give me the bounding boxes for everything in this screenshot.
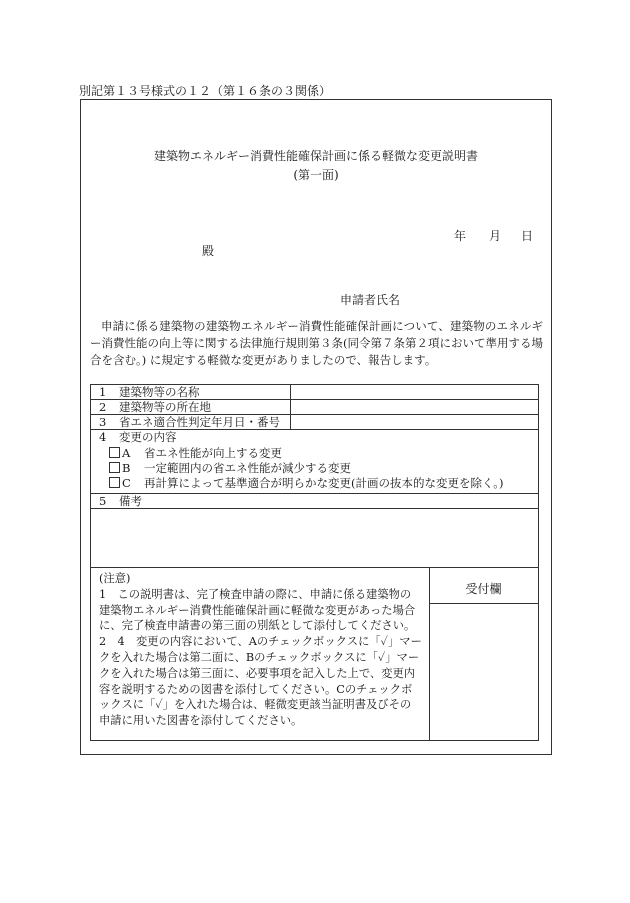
- note-item: 2 4 変更の内容において、Aのチェックボックスに「✓」マークを入れた場合は第二面に、Bのチェックボックスに「✓」マークを入れた場合は第三面に、必要事項を記入した上で、変更内容を説明するための図書を添付してください。Cのチェックボックスに「✓」を入れた場合は、軽微変更該当証明書及びその申請に用いた図書を添付してください。: [99, 635, 422, 728]
- applicant-name-label: 申請者氏名: [340, 293, 401, 307]
- notes-heading: (注意): [99, 572, 131, 585]
- notes-text: [99, 571, 422, 729]
- note-item: 1 この説明書は、完了検査申請の際に、申請に係る建築物の建築物エネルギー消費性能確保計画に軽微な変更があった場合に、完了検査申請書の第三面の別紙として添付してください。: [99, 587, 416, 633]
- row-label: 1 建築物等の名称: [99, 385, 200, 399]
- row-label: 5 備考: [99, 494, 142, 508]
- row-label: 3 省エネ適合性判定年月日・番号: [99, 415, 280, 429]
- checkbox-b[interactable]: [109, 462, 120, 473]
- row-label: 2 建築物等の所在地: [99, 400, 211, 414]
- date-year-label: 年: [454, 229, 467, 243]
- table-row: [91, 415, 538, 430]
- document-title: 建築物エネルギー消費性能確保計画に係る軽微な変更説明書: [153, 149, 478, 163]
- table-row-change-content: [91, 430, 538, 494]
- checkbox-c[interactable]: [109, 477, 120, 488]
- remarks-field[interactable]: [91, 509, 538, 567]
- form-label: 別記第１３号様式の１２（第１６条の３関係）: [79, 84, 332, 98]
- table-row: [91, 385, 538, 400]
- date-day-label: 日: [521, 229, 534, 243]
- checkbox-a[interactable]: [109, 447, 120, 458]
- report-statement: 申請に係る建築物の建築物エネルギー消費性能確保計画について、建築物のエネルギー消費性能の向上等に関する法律施行規則第３条(同令第７条第２項において準用する場合を含む。) に規定する軽微な変更がありましたので、報告します。: [90, 319, 543, 367]
- receipt-stamp-area[interactable]: [430, 604, 538, 740]
- change-option-a: A 省エネ性能が向上する変更: [109, 446, 282, 461]
- building-name-field[interactable]: [290, 385, 538, 399]
- judgement-date-number-field[interactable]: [290, 415, 538, 429]
- addressee-suffix: 殿: [202, 244, 215, 258]
- building-location-field[interactable]: [290, 400, 538, 414]
- document-subtitle: (第一面): [293, 168, 339, 182]
- info-table: [90, 384, 539, 568]
- table-row: [91, 400, 538, 415]
- table-row-remarks: [91, 494, 538, 509]
- row-label: 4 変更の内容: [99, 430, 177, 444]
- notes-section: [90, 568, 539, 741]
- date-month-label: 月: [489, 229, 502, 243]
- change-option-b: B 一定範囲内の省エネ性能が減少する変更: [109, 461, 351, 476]
- receipt-column-header: 受付欄: [465, 582, 502, 596]
- change-option-c: C 再計算によって基準適合が明らかな変更(計画の抜本的な変更を除く。): [109, 476, 504, 491]
